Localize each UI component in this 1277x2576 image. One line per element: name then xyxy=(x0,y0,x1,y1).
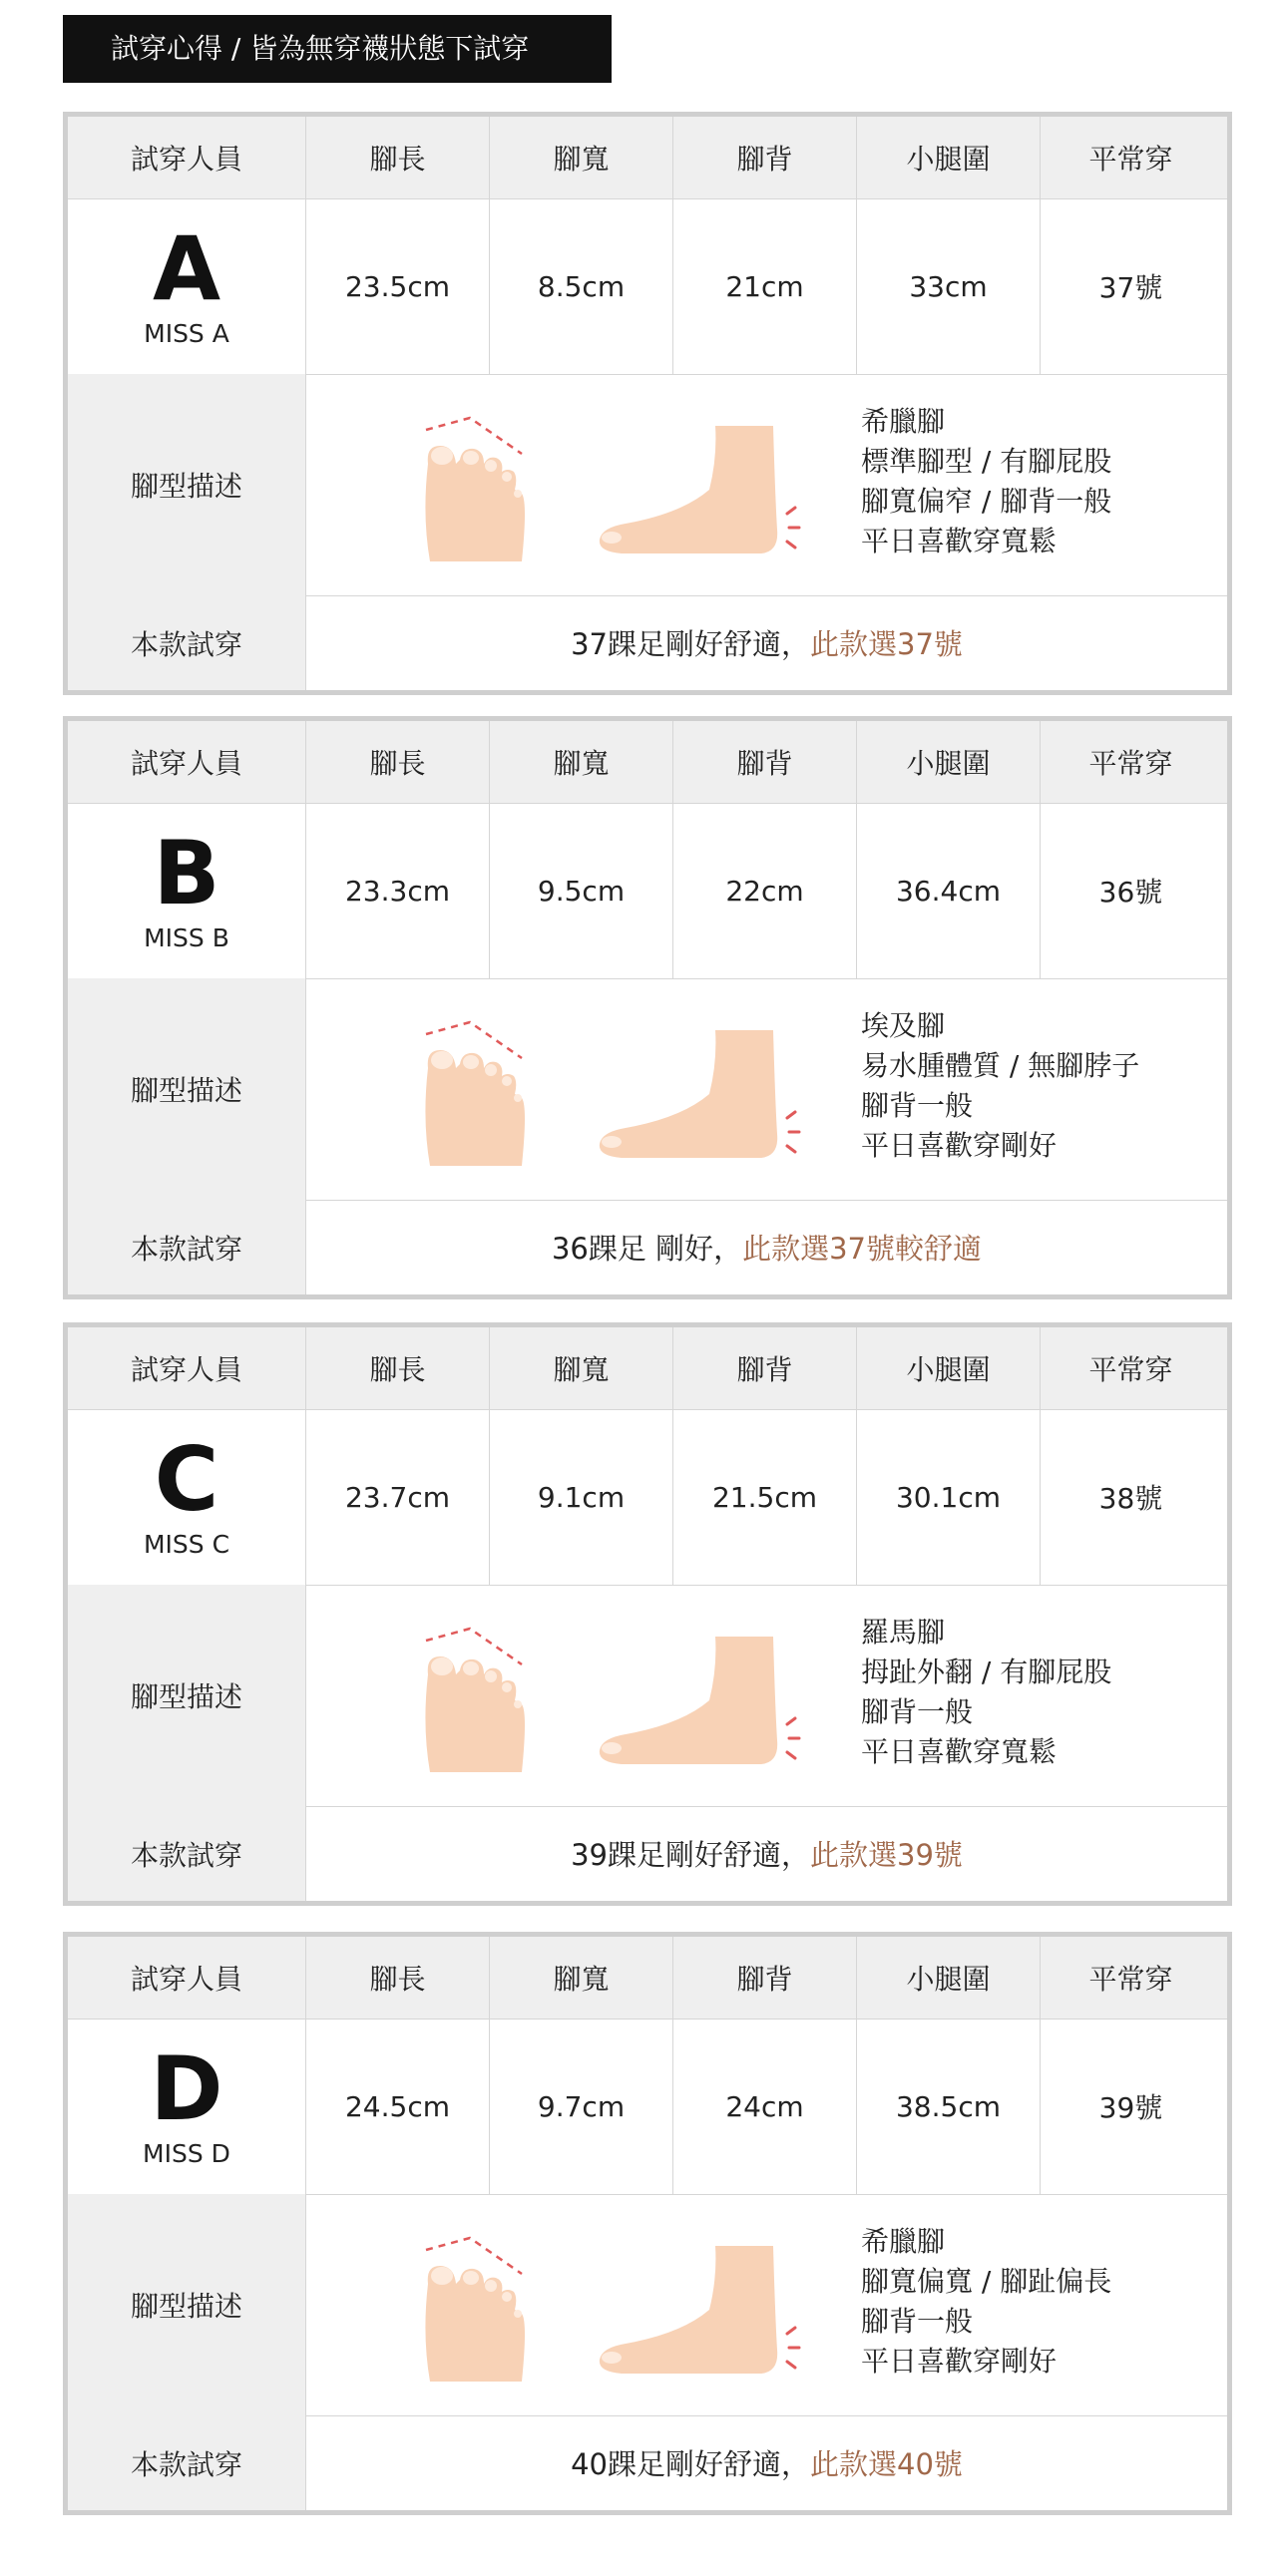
fit-preference: 平日喜歡穿寬鬆 xyxy=(861,525,1058,557)
foot-length-value: 23.7cm xyxy=(305,1409,489,1585)
foot-trait: 腳寬偏窄 / 腳背一般 xyxy=(861,485,1112,518)
instep-value: 24cm xyxy=(672,2019,856,2194)
description-text xyxy=(861,1006,1139,1166)
tester-table xyxy=(63,1932,1232,2515)
description-label: 腳型描述 xyxy=(68,2194,305,2415)
usual-size-value: 36號 xyxy=(1040,803,1221,978)
description-text xyxy=(861,2222,1111,2382)
trial-row xyxy=(68,2415,1227,2510)
fit-preference: 平日喜歡穿剛好 xyxy=(861,2345,1058,2378)
tester-name: MISS C xyxy=(143,1529,230,1559)
header-usual-size: 平常穿 xyxy=(1040,117,1221,198)
header-instep: 腳背 xyxy=(672,721,856,803)
header-foot-width: 腳寬 xyxy=(489,117,672,198)
toes-illustration xyxy=(418,1617,568,1776)
tester-letter: C xyxy=(154,1427,219,1531)
foot-trait: 腳背一般 xyxy=(861,1089,974,1122)
foot-width-value: 9.7cm xyxy=(489,2019,672,2194)
header-instep: 腳背 xyxy=(672,117,856,198)
trial-highlight: 此款選40號 xyxy=(810,2447,963,2481)
foot-trait: 腳背一般 xyxy=(861,2305,974,2338)
tester-id xyxy=(68,803,305,978)
measure-row xyxy=(68,1409,1227,1586)
tester-id xyxy=(68,198,305,374)
description-label: 腳型描述 xyxy=(68,1585,305,1806)
trial-text: 37踝足剛好舒適， xyxy=(571,627,810,661)
header-foot-width: 腳寬 xyxy=(489,1937,672,2019)
trial-row xyxy=(68,1806,1227,1901)
table-header-row xyxy=(68,1327,1227,1410)
table-header-row xyxy=(68,1937,1227,2020)
description-text xyxy=(861,1613,1111,1772)
header-usual-size: 平常穿 xyxy=(1040,1937,1221,2019)
header-tester: 試穿人員 xyxy=(130,1963,242,1996)
tester-table xyxy=(63,1322,1232,1906)
foot-type: 埃及腳 xyxy=(861,1009,946,1042)
foot-type: 希臘腳 xyxy=(861,405,946,438)
tester-letter: A xyxy=(152,216,221,320)
description-row xyxy=(68,978,1227,1201)
toes-illustration xyxy=(418,1010,568,1170)
measure-row xyxy=(68,803,1227,979)
header-usual-size: 平常穿 xyxy=(1040,1327,1221,1409)
foot-side-illustration xyxy=(592,2238,831,2388)
usual-size-value: 39號 xyxy=(1040,2019,1221,2194)
tester-letter: B xyxy=(153,821,220,924)
toes-illustration xyxy=(418,406,568,565)
foot-type: 希臘腳 xyxy=(861,2225,946,2258)
description-body xyxy=(305,1585,1227,1806)
fit-preference: 平日喜歡穿寬鬆 xyxy=(861,1735,1058,1768)
description-body xyxy=(305,978,1227,1200)
usual-size-value: 38號 xyxy=(1040,1409,1221,1585)
trial-highlight: 此款選39號 xyxy=(810,1838,963,1872)
tester-letter: D xyxy=(150,2036,223,2140)
header-foot-length: 腳長 xyxy=(305,1937,489,2019)
description-label: 腳型描述 xyxy=(68,978,305,1200)
description-row xyxy=(68,2194,1227,2416)
trial-result xyxy=(305,2415,1227,2510)
foot-length-value: 24.5cm xyxy=(305,2019,489,2194)
fit-preference: 平日喜歡穿剛好 xyxy=(861,1129,1058,1162)
instep-value: 22cm xyxy=(672,803,856,978)
tester-name: MISS B xyxy=(144,922,229,952)
calf-value: 38.5cm xyxy=(856,2019,1040,2194)
trial-label: 本款試穿 xyxy=(68,1806,305,1901)
calf-value: 30.1cm xyxy=(856,1409,1040,1585)
foot-trait: 易水腫體質 / 無腳脖子 xyxy=(861,1049,1140,1082)
foot-side-illustration xyxy=(592,1022,831,1172)
tester-table xyxy=(63,716,1232,1299)
header-instep: 腳背 xyxy=(672,1937,856,2019)
trial-highlight: 此款選37號較舒適 xyxy=(742,1232,983,1266)
foot-trait: 拇趾外翻 / 有腳屁股 xyxy=(861,1656,1112,1688)
header-instep: 腳背 xyxy=(672,1327,856,1409)
description-row xyxy=(68,1585,1227,1807)
description-row xyxy=(68,374,1227,596)
foot-type: 羅馬腳 xyxy=(861,1616,946,1649)
page-title: 試穿心得 / 皆為無穿襪狀態下試穿 xyxy=(63,15,612,83)
usual-size-value: 37號 xyxy=(1040,198,1221,374)
header-foot-width: 腳寬 xyxy=(489,721,672,803)
trial-row xyxy=(68,1200,1227,1294)
instep-value: 21.5cm xyxy=(672,1409,856,1585)
trial-highlight: 此款選37號 xyxy=(810,627,963,661)
header-usual-size: 平常穿 xyxy=(1040,721,1221,803)
description-body xyxy=(305,2194,1227,2415)
trial-label: 本款試穿 xyxy=(68,1200,305,1294)
trial-result xyxy=(305,595,1227,690)
instep-value: 21cm xyxy=(672,198,856,374)
calf-value: 36.4cm xyxy=(856,803,1040,978)
tester-name: MISS A xyxy=(144,318,229,348)
tester-table xyxy=(63,112,1232,695)
foot-width-value: 9.5cm xyxy=(489,803,672,978)
description-text xyxy=(861,402,1111,561)
trial-row xyxy=(68,595,1227,690)
foot-width-value: 8.5cm xyxy=(489,198,672,374)
trial-text: 39踝足剛好舒適， xyxy=(571,1838,810,1872)
header-foot-length: 腳長 xyxy=(305,117,489,198)
trial-label: 本款試穿 xyxy=(68,2415,305,2510)
description-label: 腳型描述 xyxy=(68,374,305,595)
foot-side-illustration xyxy=(592,1629,831,1778)
measure-row xyxy=(68,2019,1227,2195)
trial-text: 40踝足剛好舒適， xyxy=(571,2447,810,2481)
foot-width-value: 9.1cm xyxy=(489,1409,672,1585)
foot-trait: 腳寬偏寬 / 腳趾偏長 xyxy=(861,2265,1112,2298)
measure-row xyxy=(68,198,1227,375)
header-tester: 試穿人員 xyxy=(130,1353,242,1386)
header-calf: 小腿圍 xyxy=(856,1937,1040,2019)
description-body xyxy=(305,374,1227,595)
trial-result xyxy=(305,1200,1227,1294)
tester-id xyxy=(68,1409,305,1585)
header-foot-length: 腳長 xyxy=(305,1327,489,1409)
foot-side-illustration xyxy=(592,418,831,567)
table-header-row xyxy=(68,721,1227,804)
trial-label: 本款試穿 xyxy=(68,595,305,690)
calf-value: 33cm xyxy=(856,198,1040,374)
header-foot-length: 腳長 xyxy=(305,721,489,803)
trial-result xyxy=(305,1806,1227,1901)
table-header-row xyxy=(68,117,1227,199)
toes-illustration xyxy=(418,2226,568,2386)
foot-trait: 標準腳型 / 有腳屁股 xyxy=(861,445,1112,478)
header-tester: 試穿人員 xyxy=(130,747,242,780)
tester-name: MISS D xyxy=(143,2138,230,2168)
trial-text: 36踝足 剛好， xyxy=(551,1232,743,1266)
header-calf: 小腿圍 xyxy=(856,1327,1040,1409)
foot-trait: 腳背一般 xyxy=(861,1695,974,1728)
header-calf: 小腿圍 xyxy=(856,721,1040,803)
foot-length-value: 23.3cm xyxy=(305,803,489,978)
tester-id xyxy=(68,2019,305,2194)
header-tester: 試穿人員 xyxy=(130,143,242,176)
header-foot-width: 腳寬 xyxy=(489,1327,672,1409)
foot-length-value: 23.5cm xyxy=(305,198,489,374)
header-calf: 小腿圍 xyxy=(856,117,1040,198)
